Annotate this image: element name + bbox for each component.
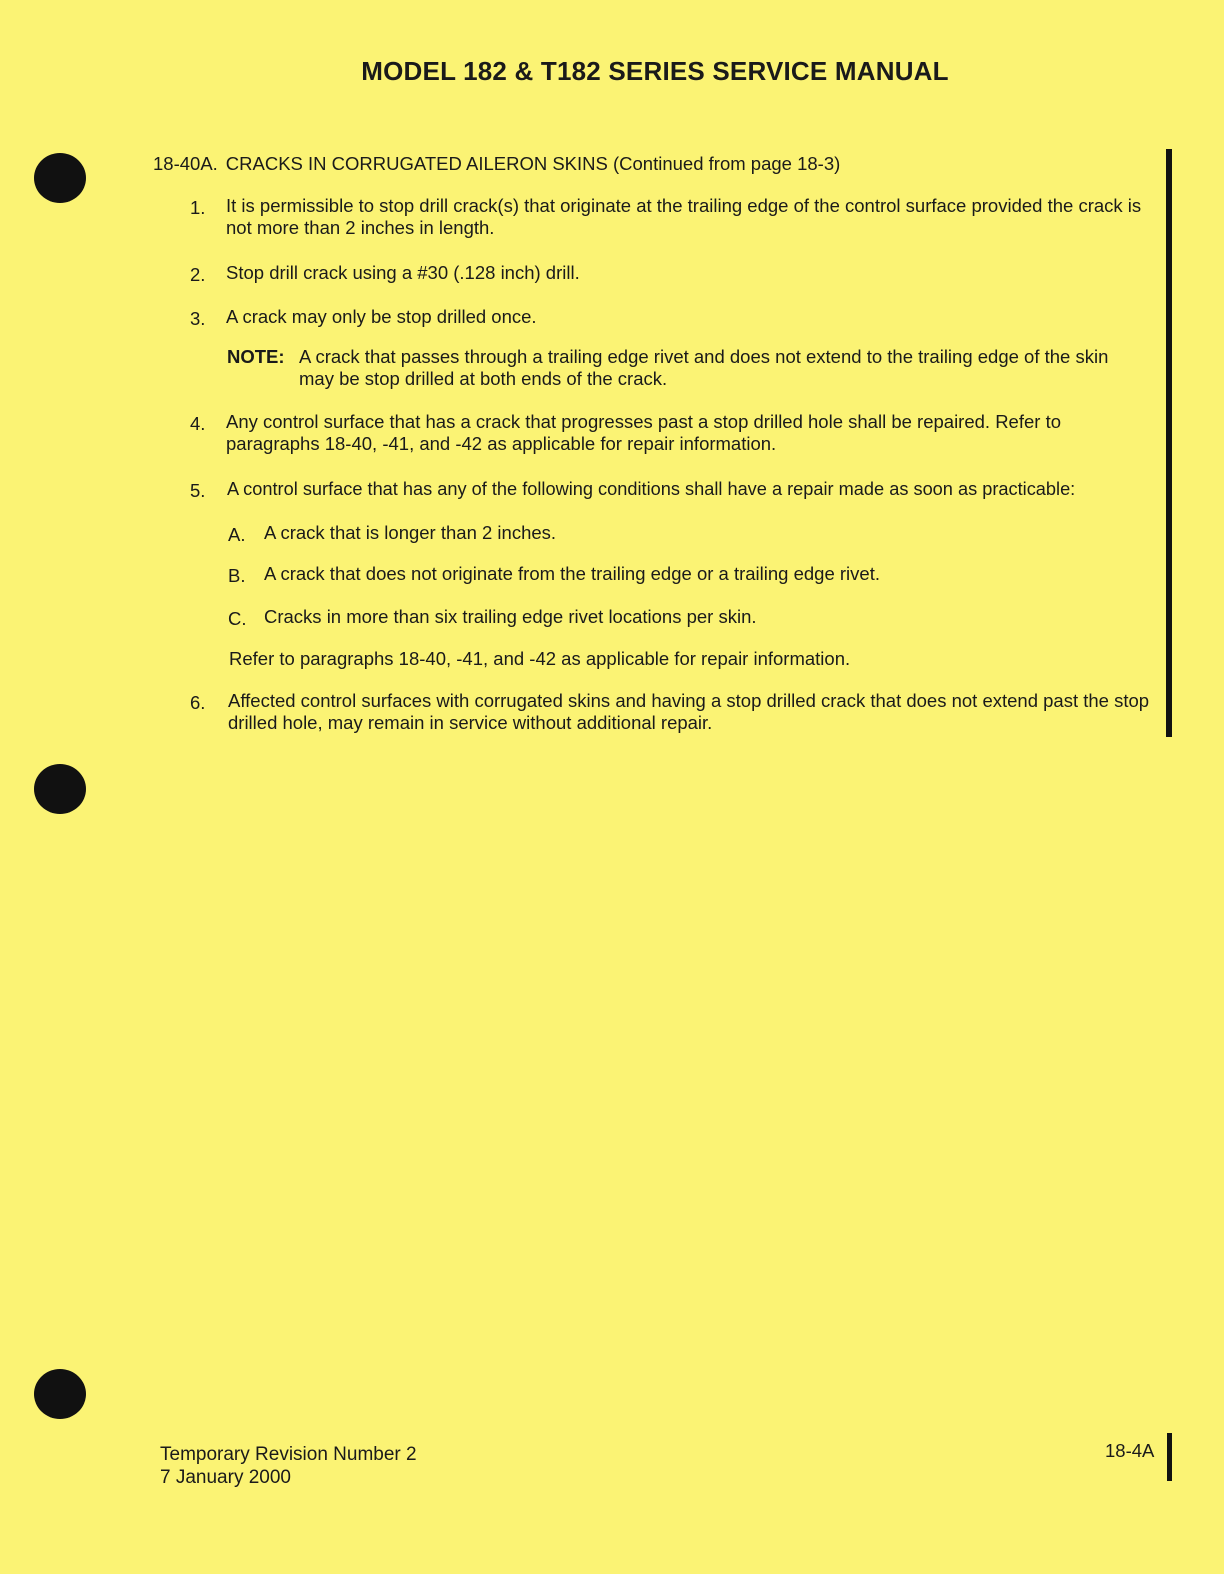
sub-item-marker: A. — [228, 524, 246, 545]
list-item-text: A crack may only be stop drilled once. — [226, 306, 537, 327]
list-item-marker: 6. — [190, 692, 206, 713]
note-text: A crack that passes through a trailing edge rivet and does not extend to the trailing edge of the skin may be stop drilled at both ends of the crack. — [299, 346, 1109, 389]
footer-revision-info — [160, 1443, 417, 1489]
list-item-text: Affected control surfaces with corrugated skins and having a stop drilled crack that does not extend past the stop drilled hole, may remain in service without additional repair. — [228, 690, 1150, 733]
section-number: 18-40A. — [153, 153, 218, 174]
list-item-5 — [190, 478, 1165, 500]
list-item-6 — [190, 690, 1150, 734]
list-item-marker: 1. — [190, 197, 206, 218]
sub-item-marker: C. — [228, 608, 247, 629]
list-item-text: Any control surface that has a crack that progresses past a stop drilled hole shall be repaired. Refer to paragraphs 18-40, -41, and -42 as applicable for repair information. — [226, 411, 1062, 454]
refer-text: Refer to paragraphs 18-40, -41, and -42 as applicable for repair information. — [229, 648, 851, 669]
list-item-text: Stop drill crack using a #30 (.128 inch) drill. — [226, 262, 580, 283]
list-item-1 — [190, 195, 1150, 239]
list-item-marker: 2. — [190, 264, 206, 285]
list-item-3 — [190, 306, 1150, 328]
note-block — [227, 346, 1137, 390]
footer-date: 7 January 2000 — [160, 1467, 291, 1488]
list-item-text: A control surface that has any of the following conditions shall have a repair made as soon as practicable: — [227, 479, 1076, 499]
revision-bar-footer — [1167, 1433, 1172, 1481]
section-heading — [153, 153, 840, 175]
sub-item-c — [228, 606, 1128, 628]
sub-item-text: Cracks in more than six trailing edge rivet locations per skin. — [264, 606, 757, 627]
list-item-marker: 5. — [190, 480, 206, 501]
revision-bar-main — [1166, 149, 1172, 737]
sub-item-b — [228, 563, 1128, 585]
punch-hole-top — [34, 153, 86, 203]
punch-hole-bottom — [34, 1369, 86, 1419]
sub-item-a — [228, 522, 1128, 544]
section-title: CRACKS IN CORRUGATED AILERON SKINS (Continued from page 18-3) — [225, 153, 841, 174]
list-item-2 — [190, 262, 1150, 284]
footer-revision: Temporary Revision Number 2 — [160, 1444, 417, 1465]
list-item-marker: 3. — [190, 308, 206, 329]
sub-item-text: A crack that is longer than 2 inches. — [264, 522, 557, 543]
list-item-4 — [190, 411, 1150, 455]
page-title: MODEL 182 & T182 SERIES SERVICE MANUAL — [361, 56, 949, 86]
sub-item-text: A crack that does not originate from the trailing edge or a trailing edge rivet. — [264, 563, 880, 584]
list-item-text: It is permissible to stop drill crack(s) that originate at the trailing edge of the control surface provided the crack is not more than 2 inches in length. — [226, 195, 1142, 238]
punch-hole-middle — [34, 764, 86, 814]
note-label: NOTE: — [227, 346, 285, 367]
page-number: 18-4A — [1105, 1440, 1155, 1461]
list-item-marker: 4. — [190, 413, 206, 434]
sub-item-marker: B. — [228, 565, 246, 586]
